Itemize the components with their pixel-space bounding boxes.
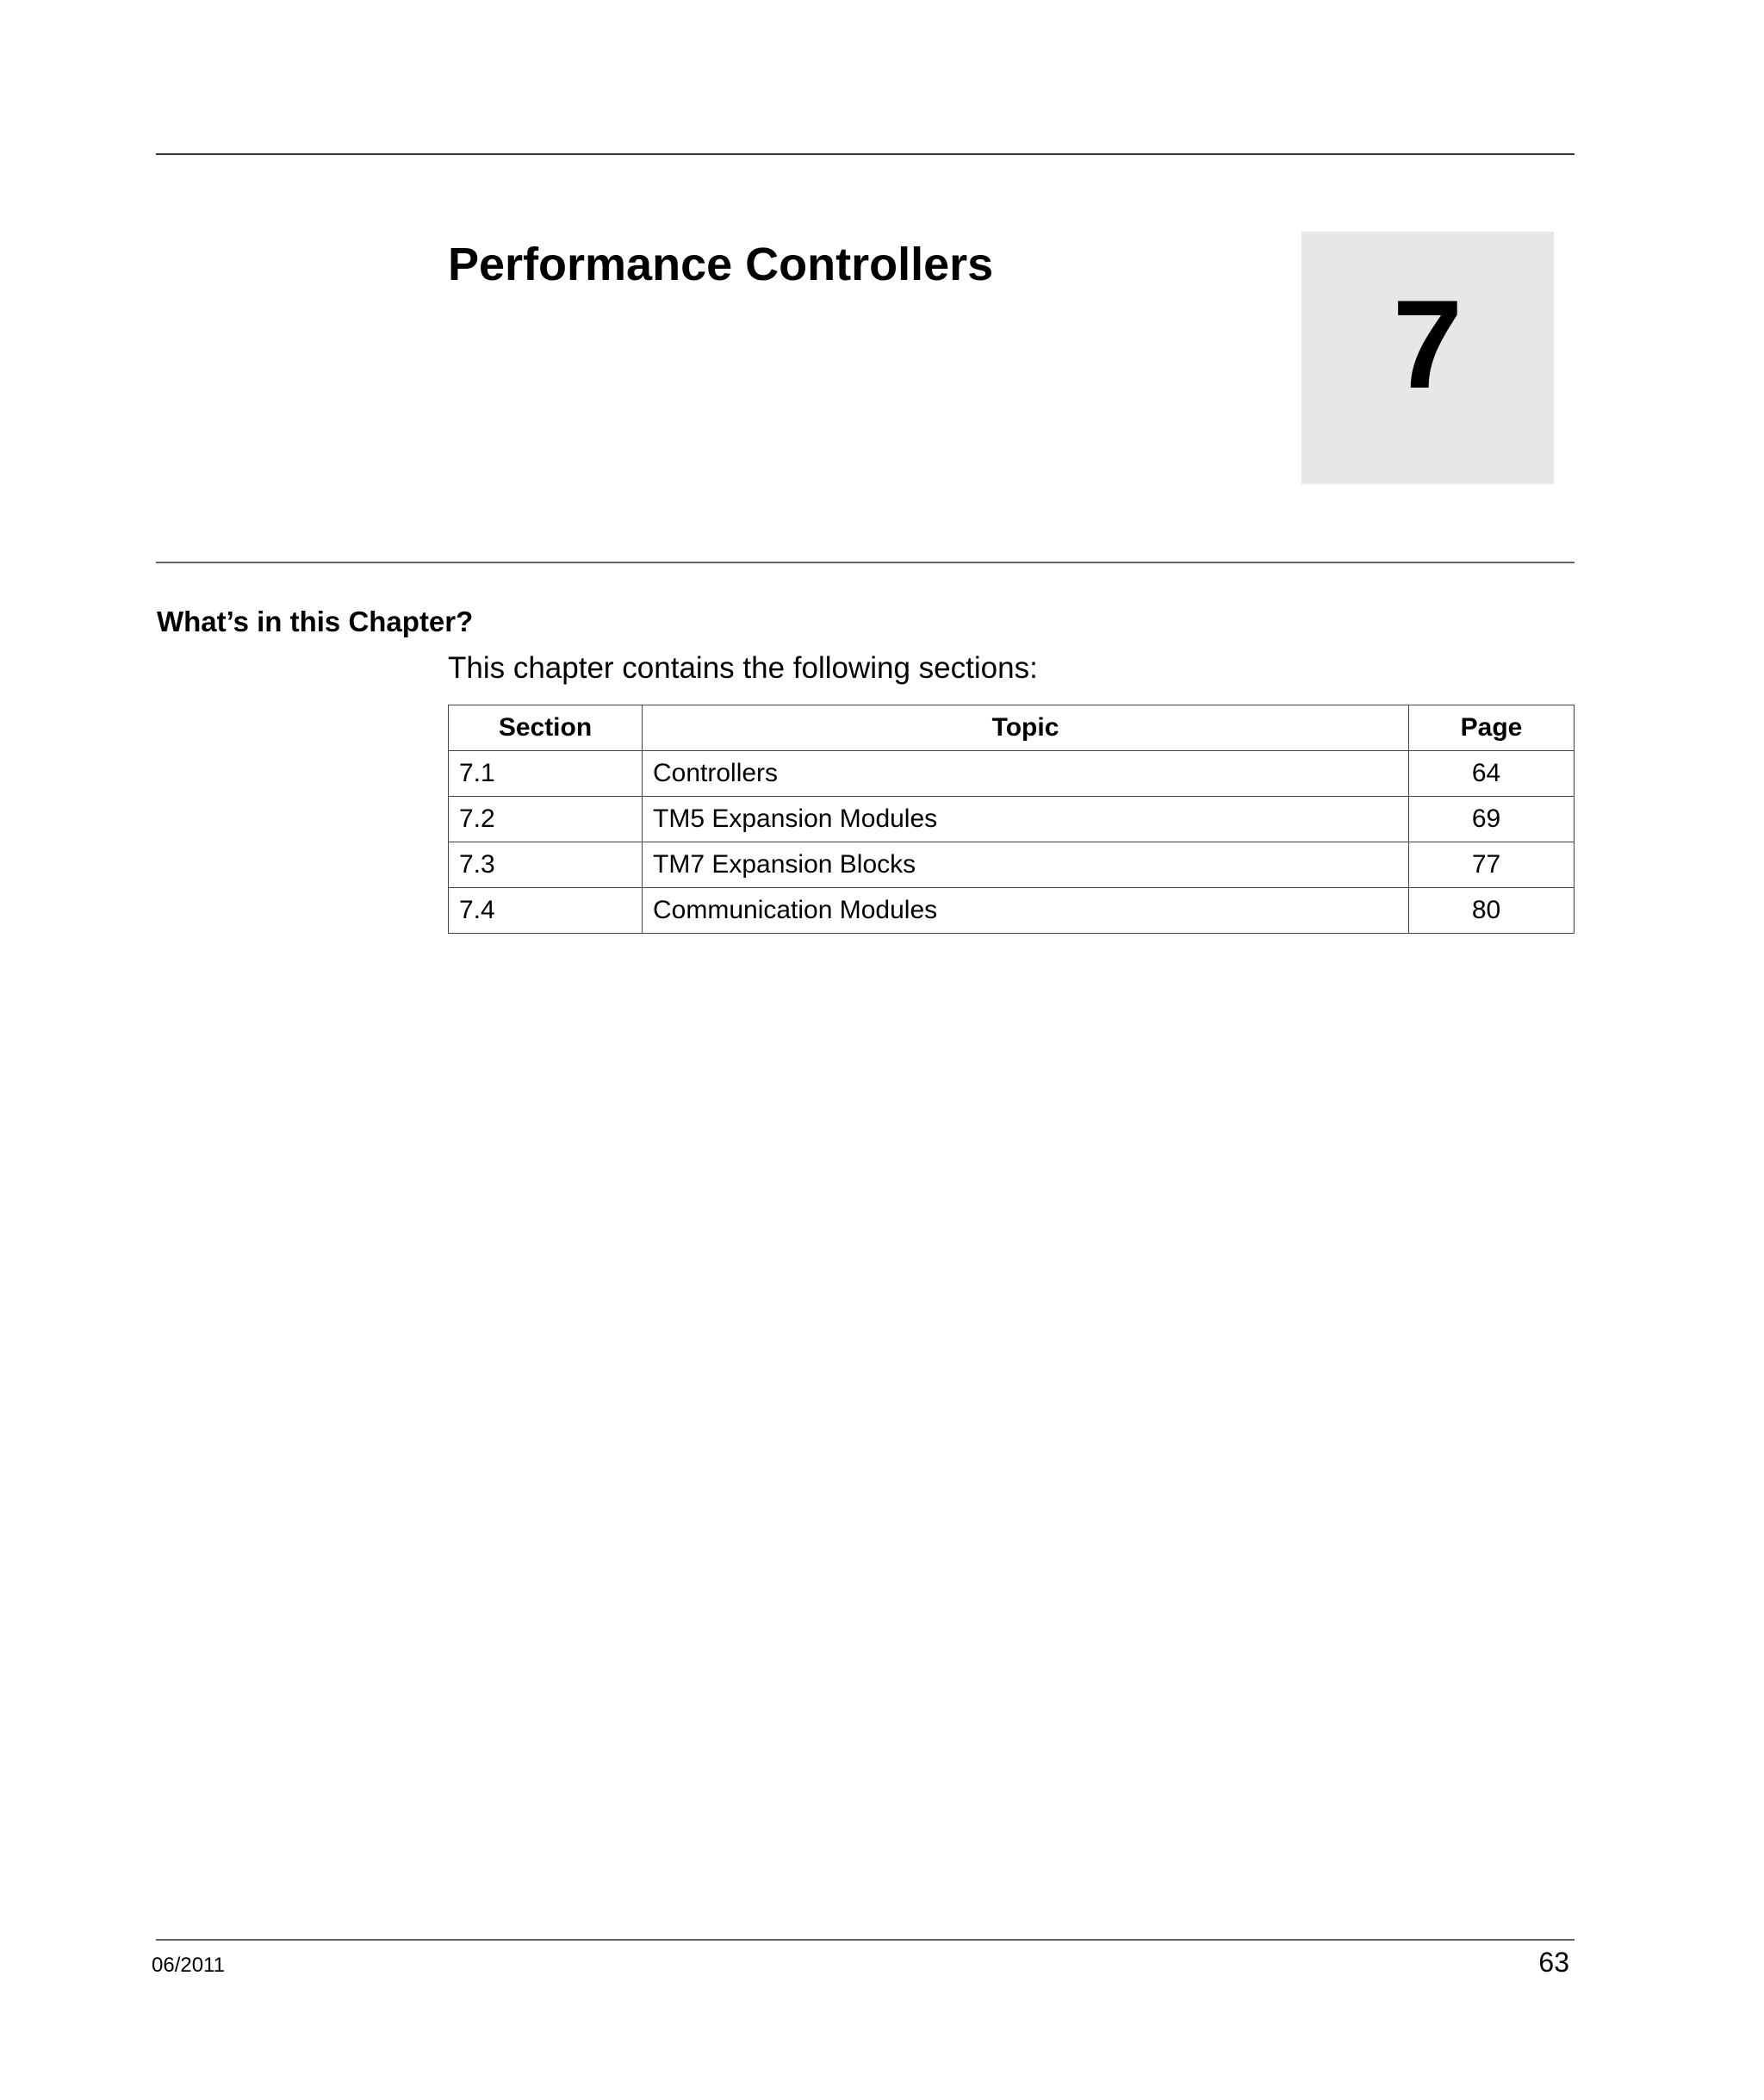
table-row	[449, 797, 1575, 842]
chapter-number: 7	[1392, 274, 1463, 414]
table-header-row	[449, 705, 1575, 751]
chapter-number-box	[1301, 232, 1554, 484]
chapter-title: Performance Controllers	[448, 239, 994, 290]
contents-table	[448, 705, 1575, 934]
footer-date: 06/2011	[152, 1954, 225, 1977]
whats-in-chapter-heading: What’s in this Chapter?	[157, 606, 474, 637]
section-number: 7.3	[449, 842, 643, 888]
section-topic: Communication Modules	[643, 888, 1409, 934]
section-page: 64	[1409, 751, 1575, 797]
section-divider	[156, 562, 1575, 563]
top-rule	[156, 153, 1575, 155]
section-number: 7.1	[449, 751, 643, 797]
table-row	[449, 888, 1575, 934]
section-page: 77	[1409, 842, 1575, 888]
section-topic: TM5 Expansion Modules	[643, 797, 1409, 842]
intro-text: This chapter contains the following sections:	[448, 651, 1038, 685]
section-topic: Controllers	[643, 751, 1409, 797]
table-row	[449, 842, 1575, 888]
page-number: 63	[1538, 1947, 1569, 1978]
section-page: 80	[1409, 888, 1575, 934]
header-topic: Topic	[643, 705, 1409, 751]
section-number: 7.4	[449, 888, 643, 934]
header-section: Section	[449, 705, 643, 751]
header-page: Page	[1409, 705, 1575, 751]
table-row	[449, 751, 1575, 797]
section-number: 7.2	[449, 797, 643, 842]
footer-rule	[156, 1939, 1575, 1941]
section-topic: TM7 Expansion Blocks	[643, 842, 1409, 888]
section-page: 69	[1409, 797, 1575, 842]
